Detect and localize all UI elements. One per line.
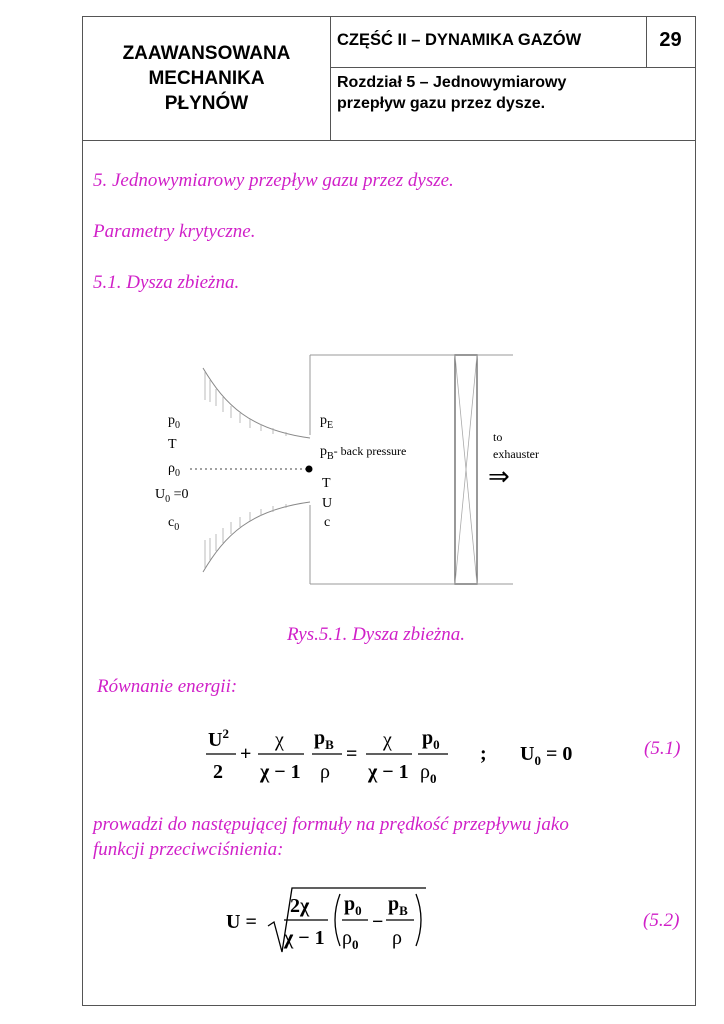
label-rho0: $\rho_0$ [168, 461, 180, 479]
label-pb: $p_B-$ back pressure [320, 444, 407, 462]
section-heading: Parametry krytyczne. [93, 221, 256, 242]
arrow-icon: ⇒ [488, 462, 510, 491]
energy-heading: Równanie energii: [97, 676, 238, 697]
chapter-title-line: przepływ gazu przez dysze. [337, 95, 546, 112]
section-heading: 5.1. Dysza zbieżna. [93, 272, 240, 293]
eq-operator: ; [480, 743, 487, 765]
eq-operator: = [346, 743, 358, 765]
exit-point [306, 466, 313, 473]
eq-term: $\rho_0$ [420, 761, 437, 786]
label-u0: $U_0 =0$ [155, 487, 189, 505]
label-c: c [324, 515, 331, 530]
eq-term: $\rho_0$ [342, 927, 359, 952]
wall-hatching [205, 504, 286, 568]
label-pe: $p_E$ [320, 413, 334, 431]
nozzle-upper-wall [203, 368, 310, 438]
equation-number: (5.1) [644, 738, 681, 759]
nozzle-lower-wall [203, 502, 310, 572]
eq-term: χ − 1 [260, 761, 301, 783]
eq-operator: − [372, 911, 384, 933]
wall-hatching [205, 372, 286, 436]
equation-5-1 [200, 722, 600, 788]
eq-term: 2χ [290, 895, 310, 917]
eq-condition: $U_0 = 0$ [520, 743, 573, 768]
eq-term: $U^2$ [208, 726, 229, 751]
part-title: CZĘŚĆ II – DYNAMIKA GAZÓW [337, 31, 582, 49]
eq-operator: + [240, 743, 252, 765]
label-c0: $c_0$ [168, 515, 180, 533]
course-title-line: MECHANIKA [148, 68, 265, 89]
eq-term: $p_B$ [314, 727, 334, 752]
eq-term: U = [226, 911, 257, 933]
eq-term: ρ [320, 761, 330, 783]
label-u: U [322, 496, 333, 511]
label-exhauster: exhauster [493, 447, 539, 461]
paren [335, 894, 340, 946]
section-heading: 5. Jednowymiarowy przepływ gazu przez dysze. [93, 170, 454, 191]
figure-caption: Rys.5.1. Dysza zbieżna. [287, 624, 466, 645]
eq-term: $p_0$ [344, 893, 362, 918]
lead-in-text: funkcji przeciwciśnienia: [93, 839, 284, 860]
course-title-line: ZAAWANSOWANA [122, 43, 291, 64]
lead-in-text: prowadzi do następującej formuły na prędkość przepływu jako [93, 814, 569, 835]
page-number: 29 [659, 29, 682, 51]
eq-term: $p_0$ [422, 727, 440, 752]
label-t0: T [168, 437, 177, 452]
eq-term: 2 [213, 761, 223, 783]
label-t: T [322, 476, 331, 491]
eq-term: χ − 1 [368, 761, 409, 783]
eq-term: χ − 1 [284, 927, 325, 949]
paren [416, 894, 421, 946]
course-title-line: PŁYNÓW [164, 93, 249, 114]
eq-term: χ [275, 729, 284, 751]
eq-term: χ [383, 729, 392, 751]
equation-number: (5.2) [643, 910, 680, 931]
label-to: to [493, 430, 503, 444]
chapter-title-line: Rozdział 5 – Jednowymiarowy [337, 74, 567, 91]
eq-term: $p_B$ [388, 893, 408, 918]
equation-5-2 [222, 884, 442, 960]
label-p0: $p_0$ [168, 413, 180, 431]
eq-term: ρ [392, 927, 402, 949]
